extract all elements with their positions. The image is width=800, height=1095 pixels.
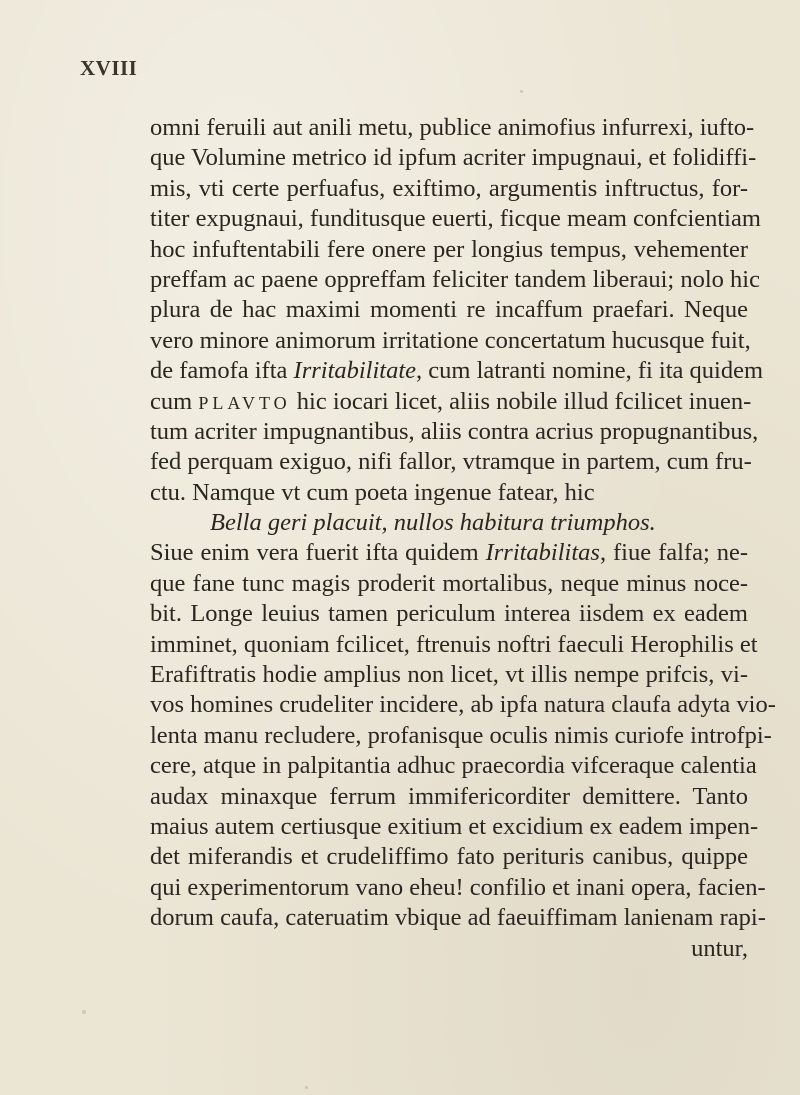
italic-term: Irritabilitas bbox=[485, 539, 600, 567]
text-line: ctu. Namque vt cum poeta ingenue fatear, hic bbox=[150, 478, 595, 506]
text-line: cum PLAVTO hic iocari licet, aliis nobile illud fcilicet inuen- bbox=[150, 387, 752, 415]
text-line: Siue enim vera fuerit ifta quidem Irritabilitas, fiue falfa; ne- bbox=[150, 539, 748, 567]
text-line: dorum caufa, cateruatim vbique ad faeuiffimam lanienam rapi- bbox=[150, 904, 766, 932]
text-line: fed perquam exiguo, nifi fallor, vtramque in partem, cum fru- bbox=[150, 448, 752, 476]
author-name-smallcaps: PLAVTO bbox=[198, 392, 291, 413]
text-line: imminet, quoniam fcilicet, ftrenuis noftri faeculi Herophilis et bbox=[150, 630, 758, 658]
text-line: mis, vti certe perfuafus, exiftimo, argumentis inftructus, for- bbox=[150, 174, 748, 202]
text-line: de famofa ifta Irritabilitate, cum latranti nomine, fi ita quidem bbox=[150, 357, 764, 385]
text-line: lenta manu recludere, profanisque oculis nimis curiofe introfpi- bbox=[150, 721, 772, 749]
text-line: Erafiftratis hodie amplius non licet, vt illis nempe prifcis, vi- bbox=[150, 661, 748, 689]
page-number: XVIII bbox=[80, 56, 138, 80]
text-line: titer expugnaui, funditusque euerti, ficque meam confcientiam bbox=[150, 205, 761, 233]
text-line: plura de hac maximi momenti re incaffum praefari. Neque bbox=[150, 296, 748, 324]
paper-speck bbox=[305, 1086, 308, 1089]
text-line: audax minaxque ferrum immifericorditer demittere. Tanto bbox=[150, 782, 748, 810]
text-line: vero minore animorum irritatione concertatum hucusque fuit, bbox=[150, 326, 751, 354]
text-line: preffam ac paene oppreffam feliciter tandem liberaui; nolo hic bbox=[150, 265, 760, 293]
text-line: bit. Longe leuius tamen periculum interea iisdem ex eadem bbox=[150, 600, 748, 628]
text-line: cere, atque in palpitantia adhuc praecordia vifceraque calentia bbox=[150, 752, 757, 780]
paper-speck bbox=[520, 90, 523, 93]
text-line: que Volumine metrico id ipfum acriter impugnaui, et folidiffi- bbox=[150, 144, 757, 172]
text-line: omni feruili aut anili metu, publice animofius infurrexi, iufto- bbox=[150, 114, 755, 141]
text-line: qui experimentorum vano eheu! confilio et inani opera, facien- bbox=[150, 873, 766, 901]
text-line: hoc infuftentabili fere onere per longius tempus, vehementer bbox=[150, 235, 748, 263]
catchword: untur, bbox=[691, 934, 748, 962]
paper-speck bbox=[82, 1010, 86, 1014]
text-line: que fane tunc magis proderit mortalibus, neque minus noce- bbox=[150, 569, 748, 597]
text-body bbox=[150, 113, 776, 964]
text-line: det miferandis et crudeliffimo fato perituris canibus, quippe bbox=[150, 843, 748, 871]
text-line: maius autem certiusque exitium et excidium ex eadem impen- bbox=[150, 812, 759, 840]
text-line: vos homines crudeliter incidere, ab ipfa natura claufa adyta vio- bbox=[150, 691, 776, 719]
italic-term: Irritabilitate bbox=[293, 357, 417, 385]
text-line: tum acriter impugnantibus, aliis contra acrius propugnantibus, bbox=[150, 417, 759, 445]
verse-quotation: Bella geri placuit, nullos habitura triumphos. bbox=[210, 509, 656, 537]
